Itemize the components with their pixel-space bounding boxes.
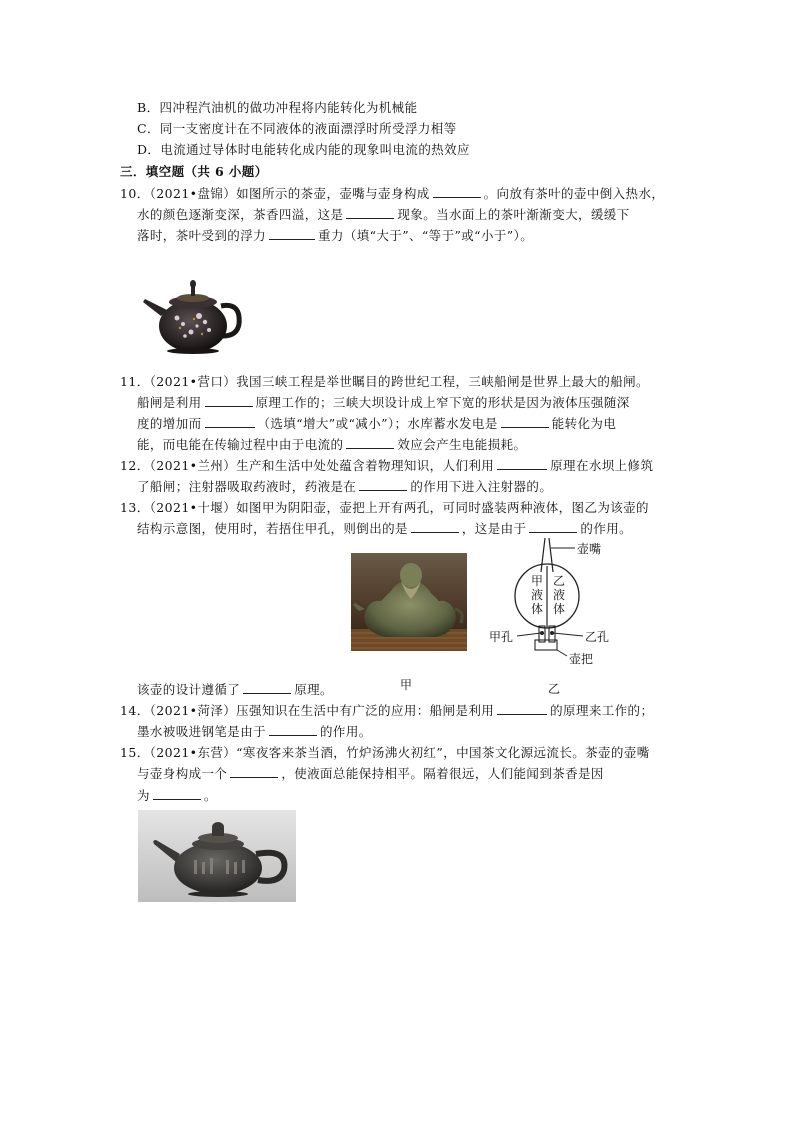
q13-line-3: 该壶的设计遵循了 原理。: [137, 682, 333, 697]
label-liquid-a: 甲液体: [531, 574, 544, 616]
q11-line-4: 能，而电能在传输过程中由于电流的 效应会产生电能损耗。: [137, 437, 527, 452]
answer-blank: [346, 436, 394, 449]
answer-blank: [205, 394, 253, 407]
q11-line-3: 度的增加而 （选填“增大”或“减小”）；水库蓄水发电是 能转化为电: [137, 416, 617, 431]
q10-line-1: 10．（2021•盘锦）如图所示的茶壶，壶嘴与壶身构成 。向放有茶叶的壶中倒入热水，: [120, 186, 665, 201]
section-title: 三．填空题（共 6 小题）: [120, 164, 268, 179]
answer-blank: [153, 787, 201, 800]
teapot-illustration: [139, 272, 245, 356]
q12-line-1: 12．（2021•兰州）生产和生活中处处蕴含着物理知识，人们利用 原理在水坝上修筑: [120, 458, 654, 473]
yin-yang-pot-photo: [351, 553, 467, 651]
answer-blank: [346, 206, 394, 219]
answer-blank: [230, 765, 278, 778]
answer-blank: [269, 227, 315, 240]
caption-jia: 甲: [400, 678, 413, 692]
q10-line-3: 落时，茶叶受到的浮力 重力（填“大于”、“等于”或“小于”）。: [137, 228, 534, 243]
q15-line-2: 与壶身构成一个 ，使液面总能保持相平。隔着很远，人们能闻到茶香是因: [137, 766, 604, 781]
answer-blank: [497, 702, 547, 715]
answer-blank: [359, 478, 407, 491]
q15-line-1: 15．（2021•东营）“寒夜客来茶当酒，竹炉汤沸火初红”，中国茶文化源远流长。茶壶的壶嘴: [120, 745, 650, 760]
floral-teapot-image: [139, 272, 245, 356]
answer-blank: [501, 415, 549, 428]
option-d: D．电流通过导体时电能转化成内能的现象叫电流的热效应: [137, 142, 470, 157]
label-spout: 壶嘴: [577, 542, 602, 556]
zisha-teapot-photo: [138, 810, 296, 902]
answer-blank: [411, 520, 459, 533]
pot-structure-diagram: [485, 532, 625, 664]
label-hole-a: 甲孔: [489, 630, 514, 644]
clay-teapot-illustration: [138, 810, 296, 902]
q11-line-2: 船闸是利用 原理工作的；三峡大坝设计成上窄下宽的形状是因为液体压强随深: [137, 395, 630, 410]
q10-line-2: 水的颜色逐渐变深，茶香四溢，这是 现象。当水面上的茶叶渐渐变大，缓缓下: [137, 207, 630, 222]
caption-yi: 乙: [548, 682, 561, 696]
label-liquid-b: 乙液体: [553, 574, 566, 616]
answer-blank: [269, 723, 317, 736]
label-hole-b: 乙孔: [585, 630, 610, 644]
q15-line-3: 为 。: [137, 788, 217, 803]
q11-line-1: 11．（2021•营口）我国三峡工程是举世瞩目的跨世纪工程，三峡船闸是世界上最大的船闸。: [120, 374, 649, 389]
figurine-pot-illustration: [351, 553, 467, 651]
q13-line-2: 结构示意图，使用时，若捂住甲孔，则倒出的是 ，这是由于 的作用。: [137, 521, 633, 536]
answer-blank: [497, 457, 547, 470]
q12-line-2: 了船闸；注射器吸取药液时，药液是在 的作用下进入注射器的。: [137, 479, 553, 494]
option-b: B．四冲程汽油机的做功冲程将内能转化为机械能: [137, 100, 418, 115]
answer-blank: [433, 185, 481, 198]
label-handle: 壶把: [569, 652, 594, 666]
option-c: C．同一支密度计在不同液体的液面漂浮时所受浮力相等: [137, 121, 457, 136]
q14-line-1: 14．（2021•菏泽）压强知识在生活中有广泛的应用：船闸是利用 的原理来工作的；: [120, 703, 654, 718]
answer-blank: [243, 681, 291, 694]
answer-blank: [205, 415, 255, 428]
q13-line-1: 13．（2021•十堰）如图甲为阴阳壶，壶把上开有两孔，可同时盛装两种液体，图乙为该壶的: [120, 500, 649, 515]
q14-line-2: 墨水被吸进钢笔是由于 的作用。: [137, 724, 372, 739]
